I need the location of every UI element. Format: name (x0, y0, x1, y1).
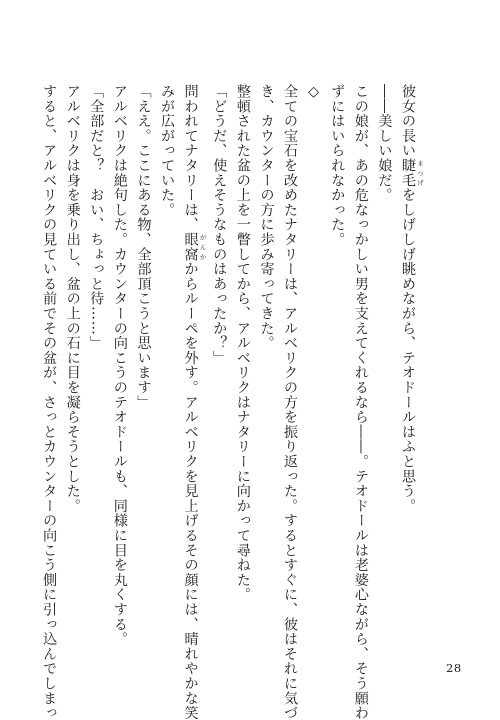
text-line (60, 84, 84, 646)
text-line (277, 84, 301, 720)
furigana-word (182, 232, 207, 262)
line-text: 「ええ。ここにある物、全部頂こうと思います」 (135, 84, 152, 410)
ruby-reading: がんか (198, 232, 207, 262)
text-line (372, 84, 396, 646)
line-text: 問われてナタリーは、 (182, 84, 199, 232)
line-text: 全ての宝石を改めたナタリーは、アルベリクの方を振り返った。するとすぐに、彼はそれに気づ (282, 84, 299, 720)
line-text: 「全部だと？ おい、ちょっと待……」 (88, 84, 105, 351)
text-line (154, 84, 178, 646)
page-number: 28 (446, 661, 462, 675)
text-line (178, 84, 207, 720)
line-text: アルベリクは身を乗り出し、盆の上の石に目を凝らそうとした。 (64, 84, 81, 514)
line-text: き、カウンターの方に歩み寄ってきた。 (258, 84, 275, 351)
text-line (84, 84, 108, 646)
line-text: ◇ (305, 84, 322, 101)
text-line (348, 84, 372, 720)
ruby-base: 眼窩 (182, 232, 199, 262)
text-line (37, 84, 61, 720)
text-line (395, 84, 424, 646)
text-line (325, 84, 349, 646)
line-text: すると、アルベリクの見ている前でその盆が、さっとカウンターの向こう側に引っ込んでしまっ (41, 84, 58, 720)
line-text: この娘が、あの危なっかしい男を支えてくれるなら――。テオドールは老婆心ながら、そう願わ (352, 84, 369, 720)
line-text: をしげしげ眺めながら、テオドールはふと思う。 (400, 187, 416, 514)
section-break-diamond (301, 84, 325, 646)
text-line (230, 84, 254, 646)
furigana-word (400, 158, 424, 188)
line-text: ずにはいられなかった。 (329, 84, 346, 247)
ruby-base: 睫毛 (400, 158, 416, 188)
line-text: からルーペを外す。アルベリクを見上げるその顔には、晴れやかな笑 (182, 261, 199, 720)
text-line (131, 84, 155, 646)
text-line (254, 84, 278, 646)
text-line (107, 84, 131, 646)
vertical-text-body (37, 84, 425, 720)
ruby-reading: まつげ (416, 158, 424, 188)
line-text: 整頓された盆の上を一瞥してから、アルベリクはナタリーに向かって尋ねた。 (234, 84, 251, 602)
line-text: ――美しい娘だ。 (376, 84, 393, 203)
line-text: 「どうだ、使えそうなものはあったか？」 (211, 84, 228, 366)
line-text: アルベリクは絶句した。カウンターの向こうのテオドールも、同様に目を丸くする。 (111, 84, 128, 647)
line-text: みが広がっていた。 (159, 84, 176, 218)
line-text: 彼女の長い (400, 84, 416, 158)
text-line (207, 84, 231, 646)
